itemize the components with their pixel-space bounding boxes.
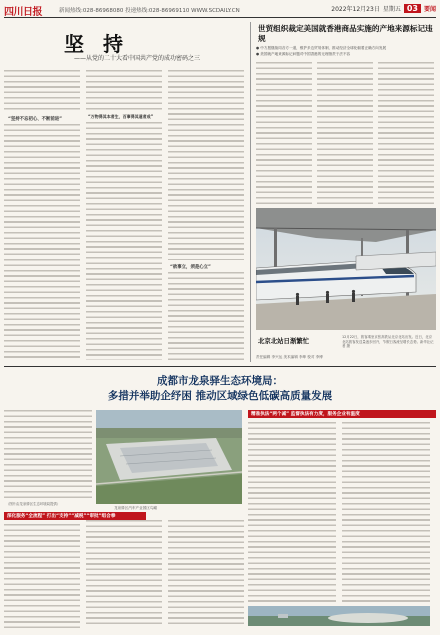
masthead — [4, 3, 436, 18]
article-jianchi — [4, 20, 246, 365]
article-body-text — [86, 70, 162, 110]
article-jianchi-subtitle: ——从党的二十大看中国共产党的成功密码之三 — [74, 55, 201, 62]
article-body-text — [4, 124, 80, 360]
article-body-text — [4, 524, 80, 628]
article-body-text — [168, 70, 244, 260]
subsection-bar-enforcement: 精准执法“两个减” 监督执法有力度，服务企业有温度 — [248, 410, 436, 418]
article-subhead: “欲事立，须是心立” — [170, 265, 211, 270]
photo-caption-body: 12月22日，旅客乘坐京张高铁从北京北站出发。近日，北京北站旅客发送量逐步回升，节假日客流呈增长态势。新华社记者 摄 — [342, 335, 434, 349]
newspaper-logo: 四川日报 — [4, 7, 42, 18]
editors-credit: 责任编辑 李兴运 美术编辑 李坤 校对 李博 — [256, 355, 323, 359]
article-wto-bullet: ● 中方愿继续同各方一道，维护多边贸易体制，推动经济全球化朝着正确方向发展 — [256, 46, 387, 50]
article-body-text — [342, 422, 430, 602]
article-wto — [256, 22, 436, 212]
donganhu-park-image — [248, 606, 430, 626]
article-body-text — [86, 520, 162, 628]
article-body-text — [378, 62, 434, 207]
article-longquanyi — [4, 370, 436, 632]
train-station-image — [256, 208, 436, 330]
article-jianchi-title: 坚 持 — [64, 32, 129, 56]
photo-industrial-caption: 龙泉驿区汽车产业园区鸟瞰 — [114, 506, 158, 510]
section-name: 要闻 — [423, 6, 436, 13]
article-subhead: “万物得其本者生，百事得其道者成” — [88, 114, 154, 119]
article-body-text — [317, 62, 373, 207]
article-body-text — [256, 62, 312, 207]
article-body-text — [4, 70, 80, 112]
article-body-text — [86, 122, 162, 360]
article-body-text — [248, 422, 336, 602]
article-photo-credit: （图片由龙泉驿区生态环境局提供） — [6, 502, 61, 506]
page-number: 03 — [404, 4, 421, 13]
issue-weekday: 星期五 — [382, 6, 401, 13]
article-intro-text — [4, 410, 92, 500]
article-body-text — [168, 272, 244, 360]
issue-date: 2022年12月23日 — [331, 6, 380, 13]
article-body-text — [168, 520, 244, 628]
photo-industrial-park — [96, 410, 242, 504]
photo-caption-title: 北京北站日渐繁忙 — [258, 337, 310, 345]
subsection-bar-service: 深化服务“全流程” 打出“支持”“减税”“审批”组合拳 — [4, 512, 146, 520]
photo-beijing-north-station — [256, 208, 436, 330]
masthead-info: 新闻热线:028-86968080 投递热线:028-86969110 WWW.SCDAILY.CN — [59, 8, 240, 14]
article-wto-bullet: ● 美国就产地来源标记问题对中国香港的无理指责于法不容 — [256, 52, 351, 56]
article-subhead: “坚持不忘初心、不断前进” — [8, 117, 63, 122]
column-divider — [250, 22, 251, 362]
photo-donganhu-park — [248, 606, 430, 626]
industrial-park-image — [96, 410, 242, 504]
masthead-right — [331, 4, 436, 13]
section-divider — [4, 366, 436, 367]
article-longquanyi-title-2: 多措并举助企纾困 推动区域绿色低碳高质量发展 — [107, 390, 333, 402]
article-longquanyi-title-1: 成都市龙泉驿生态环境局： — [157, 375, 283, 387]
article-wto-title: 世贸组织裁定美国就香港商品实施的产地来源标记违规 — [258, 24, 433, 43]
